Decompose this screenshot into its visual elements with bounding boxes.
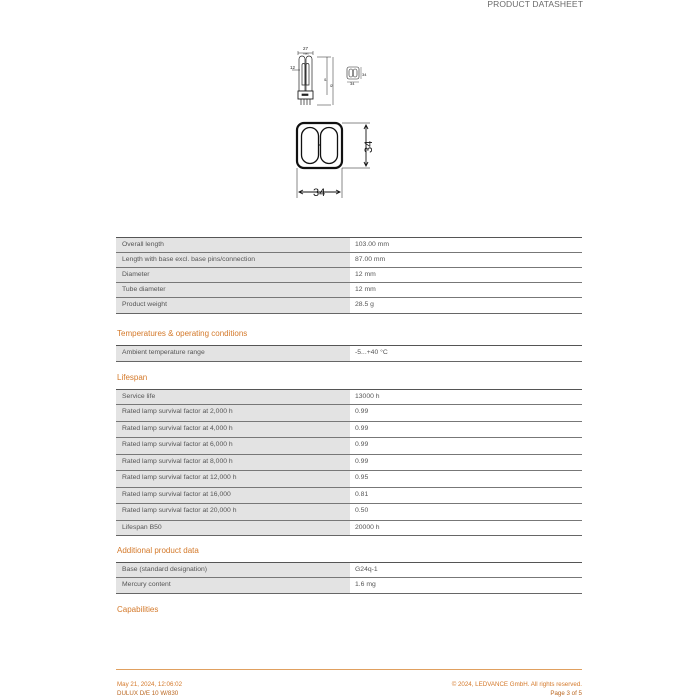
table-row (116, 520, 582, 537)
row-value: 28.5 g (355, 301, 374, 308)
row-value: 1.6 mg (355, 581, 376, 588)
table-row (116, 345, 582, 362)
row-label: Rated lamp survival factor at 2,000 h (116, 405, 350, 421)
row-value: 13000 h (355, 393, 380, 400)
row-value: 20000 h (355, 523, 380, 531)
dim-width-max: max (303, 51, 309, 56)
table-row (116, 577, 582, 594)
table-row (116, 503, 582, 520)
row-label: Rated lamp survival factor at 16,000 (116, 488, 350, 504)
row-label: Rated lamp survival factor at 4,000 h (116, 422, 350, 438)
small-dim-height: 34 (362, 72, 367, 77)
footer-copyright: © 2024, LEDVANCE GmbH. All rights reserved. (451, 681, 582, 688)
row-value: 12 mm (355, 271, 376, 278)
row-value: 0.81 (355, 490, 369, 498)
lamp-small-top-view (347, 67, 361, 82)
row-value: 0.99 (355, 408, 369, 415)
lifespan-table (116, 389, 582, 536)
row-value: 12 mm (355, 286, 376, 293)
table-row (116, 389, 582, 404)
row-value: -5...+40 °C (355, 349, 388, 356)
table-row (116, 562, 582, 577)
dim-l1: l1 (324, 78, 327, 82)
table-row (116, 282, 582, 297)
section-title-additional: Additional product data (117, 546, 199, 555)
row-label: Product weight (116, 298, 350, 313)
row-label: Tube diameter (116, 283, 350, 297)
table-row (116, 252, 582, 267)
large-dim-height: 34 (363, 140, 375, 153)
row-label: Rated lamp survival factor at 12,000 h (116, 471, 350, 487)
row-value: 0.99 (355, 457, 369, 465)
row-label: Lifespan B50 (116, 521, 350, 536)
table-row (116, 297, 582, 314)
dim-l2: l2 (330, 84, 333, 88)
dimensions-table (116, 237, 582, 314)
row-label: Service life (116, 390, 350, 404)
row-label: Mercury content (116, 578, 350, 593)
table-row (116, 267, 582, 282)
row-value: 87.00 mm (355, 256, 386, 263)
row-value: 103.00 mm (355, 241, 390, 248)
lamp-dimension-drawing (290, 45, 390, 205)
section-title-temperatures: Temperatures & operating conditions (117, 329, 248, 338)
footer-page-number: Page 3 of 5 (550, 690, 582, 697)
row-value: 0.50 (355, 507, 369, 514)
footer-right (452, 680, 582, 698)
footer-timestamp: May 21, 2024, 12:06:02 (117, 681, 183, 688)
footer-product-name: DULUX D/E 10 W/830 (117, 690, 179, 697)
row-value: 0.95 (355, 474, 369, 481)
row-label: Rated lamp survival factor at 8,000 h (116, 455, 350, 471)
table-row (116, 470, 582, 487)
row-value: 0.99 (355, 424, 369, 432)
dim-width-27: 27 (303, 46, 309, 51)
table-row (116, 454, 582, 471)
temperatures-table (116, 345, 582, 362)
row-value: 0.99 (355, 441, 369, 448)
table-row (116, 437, 582, 454)
table-row (116, 487, 582, 504)
section-title-lifespan: Lifespan (117, 373, 148, 382)
section-title-capabilities: Capabilities (117, 605, 159, 614)
lamp-side-view (292, 51, 333, 105)
table-row (116, 421, 582, 438)
row-label: Rated lamp survival factor at 20,000 h (116, 504, 350, 520)
row-label: Overall length (116, 238, 350, 252)
footer-divider (116, 669, 582, 670)
row-label: Ambient temperature range (116, 346, 350, 361)
table-row (116, 404, 582, 421)
lamp-large-top-view (297, 123, 370, 198)
row-label: Base (standard designation) (116, 563, 350, 577)
row-label: Rated lamp survival factor at 6,000 h (116, 438, 350, 454)
table-row (116, 237, 582, 252)
small-dim-width: 34 (350, 81, 355, 86)
row-label: Diameter (116, 268, 350, 282)
footer-left (117, 680, 182, 698)
document-header-title: PRODUCT DATASHEET (487, 0, 583, 9)
large-dim-width: 34 (313, 187, 326, 199)
dim-diameter-12: 12 (290, 65, 296, 70)
row-value: G24q-1 (355, 566, 378, 573)
row-label: Length with base excl. base pins/connection (116, 253, 350, 267)
additional-table (116, 562, 582, 594)
